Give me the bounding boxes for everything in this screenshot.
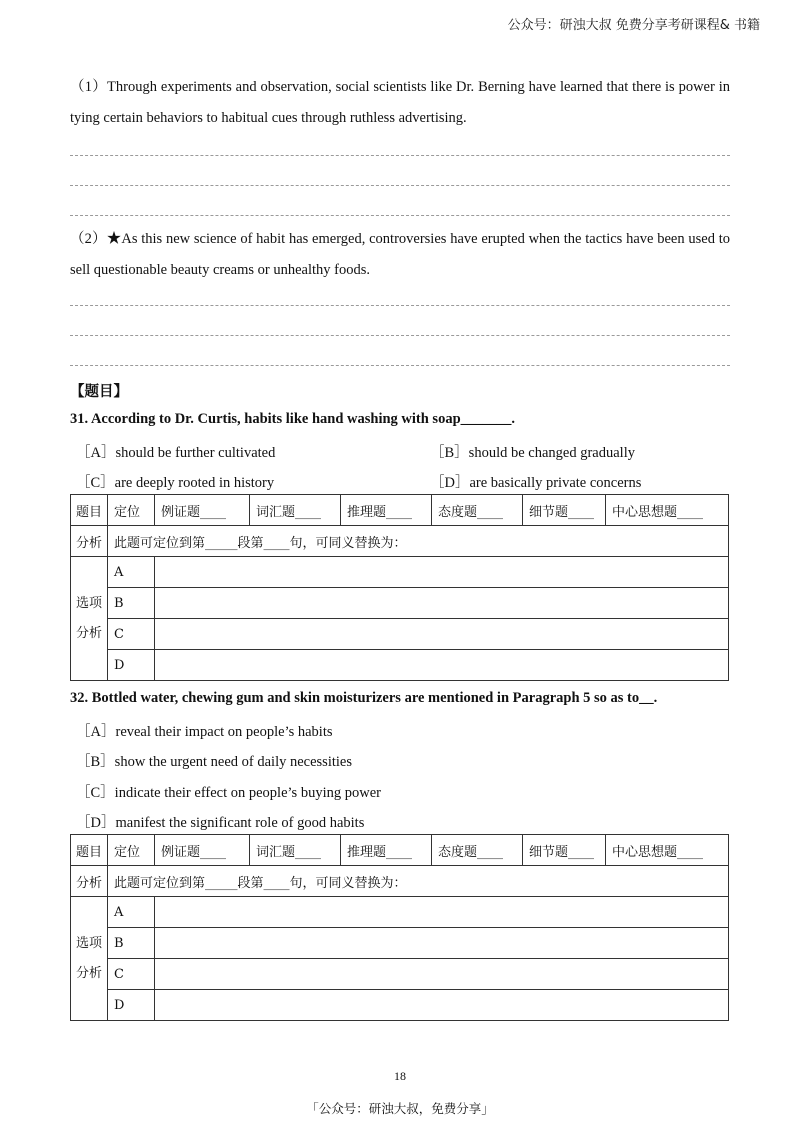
- type-cell: 例证题____: [155, 495, 250, 525]
- question-31-option-d: ［D］are basically private concerns: [430, 475, 642, 491]
- question-type-row: [108, 495, 728, 525]
- type-cell: 态度题____: [432, 495, 523, 525]
- question-32-option-d: ［D］manifest the significant role of good habits: [76, 815, 365, 831]
- answer-line: [70, 215, 730, 216]
- type-cell: 定位: [108, 835, 155, 865]
- row-label: 题目: [71, 495, 108, 526]
- translation-sentence-2: （2）★As this new science of habit has emerged, controversies have erupted when the tactics have been used to sell questionable beauty creams or unhealthy foods.: [70, 231, 730, 278]
- translation-sentence-1: （1）Through experiments and observation, social scientists like Dr. Berning have learned that there is power in tying certain behaviors to habitual cues through ruthless advertising.: [70, 79, 730, 126]
- option-letter: B: [108, 928, 155, 959]
- type-cell: 词汇题____: [250, 495, 341, 525]
- option-letter: C: [108, 959, 155, 990]
- type-cell: 中心思想题____: [612, 844, 704, 860]
- answer-cell[interactable]: [155, 619, 729, 650]
- section-title: 【题目】: [70, 384, 128, 400]
- question-31-option-a: ［A］should be further cultivated: [76, 445, 276, 461]
- question-31-stem: 31. According to Dr. Curtis, habits like hand washing with soap_______.: [70, 411, 516, 427]
- type-cell: 例证题____: [155, 835, 250, 865]
- option-letter: C: [108, 619, 155, 650]
- answer-line: [70, 185, 730, 186]
- options-label: 选项 分析: [71, 897, 108, 1021]
- question-32-analysis-table: [70, 834, 729, 1021]
- answer-cell[interactable]: [155, 557, 729, 588]
- page-header: 公众号：研浊大叔 免费分享考研课程& 书籍: [507, 18, 760, 33]
- option-letter: B: [108, 588, 155, 619]
- page-footer: 「公众号：研浊大叔，免费分享」: [306, 1101, 494, 1116]
- row-label: 分析: [71, 866, 108, 897]
- answer-line: [70, 305, 730, 306]
- locate-cell: 此题可定位到第_____段第____句，可同义替换为：: [108, 866, 729, 897]
- option-letter: A: [108, 897, 155, 928]
- locate-cell: 此题可定位到第_____段第____句，可同义替换为：: [108, 526, 729, 557]
- answer-cell[interactable]: [155, 990, 729, 1021]
- option-letter: A: [108, 557, 155, 588]
- answer-line: [70, 365, 730, 366]
- answer-line: [70, 155, 730, 156]
- question-32-option-a: ［A］reveal their impact on people’s habits: [76, 724, 333, 740]
- row-label: 分析: [71, 526, 108, 557]
- answer-line: [70, 335, 730, 336]
- row-label: 题目: [71, 835, 108, 866]
- question-32-stem: 32. Bottled water, chewing gum and skin moisturizers are mentioned in Paragraph 5 so as to__.: [70, 690, 658, 706]
- answer-cell[interactable]: [155, 588, 729, 619]
- answer-cell[interactable]: [155, 650, 729, 681]
- type-cell: 中心思想题____: [612, 504, 704, 520]
- question-32-option-c: ［C］indicate their effect on people’s buying power: [76, 785, 381, 801]
- answer-cell[interactable]: [155, 928, 729, 959]
- question-31-option-b: ［B］should be changed gradually: [430, 445, 635, 461]
- type-cell: 推理题____: [341, 495, 432, 525]
- type-cell: 态度题____: [432, 835, 523, 865]
- type-cell: 推理题____: [341, 835, 432, 865]
- question-32-option-b: ［B］show the urgent need of daily necessities: [76, 754, 352, 770]
- question-31-analysis-table: [70, 494, 729, 681]
- option-letter: D: [108, 990, 155, 1021]
- type-cell: 细节题____: [523, 495, 606, 525]
- type-cell: 词汇题____: [250, 835, 341, 865]
- option-letter: D: [108, 650, 155, 681]
- type-cell: 定位: [108, 495, 155, 525]
- question-type-row: [108, 835, 728, 865]
- page-number: 18: [394, 1069, 406, 1083]
- answer-cell[interactable]: [155, 959, 729, 990]
- answer-cell[interactable]: [155, 897, 729, 928]
- type-cell: 细节题____: [523, 835, 606, 865]
- question-31-option-c: ［C］are deeply rooted in history: [76, 475, 275, 491]
- options-label: 选项 分析: [71, 557, 108, 681]
